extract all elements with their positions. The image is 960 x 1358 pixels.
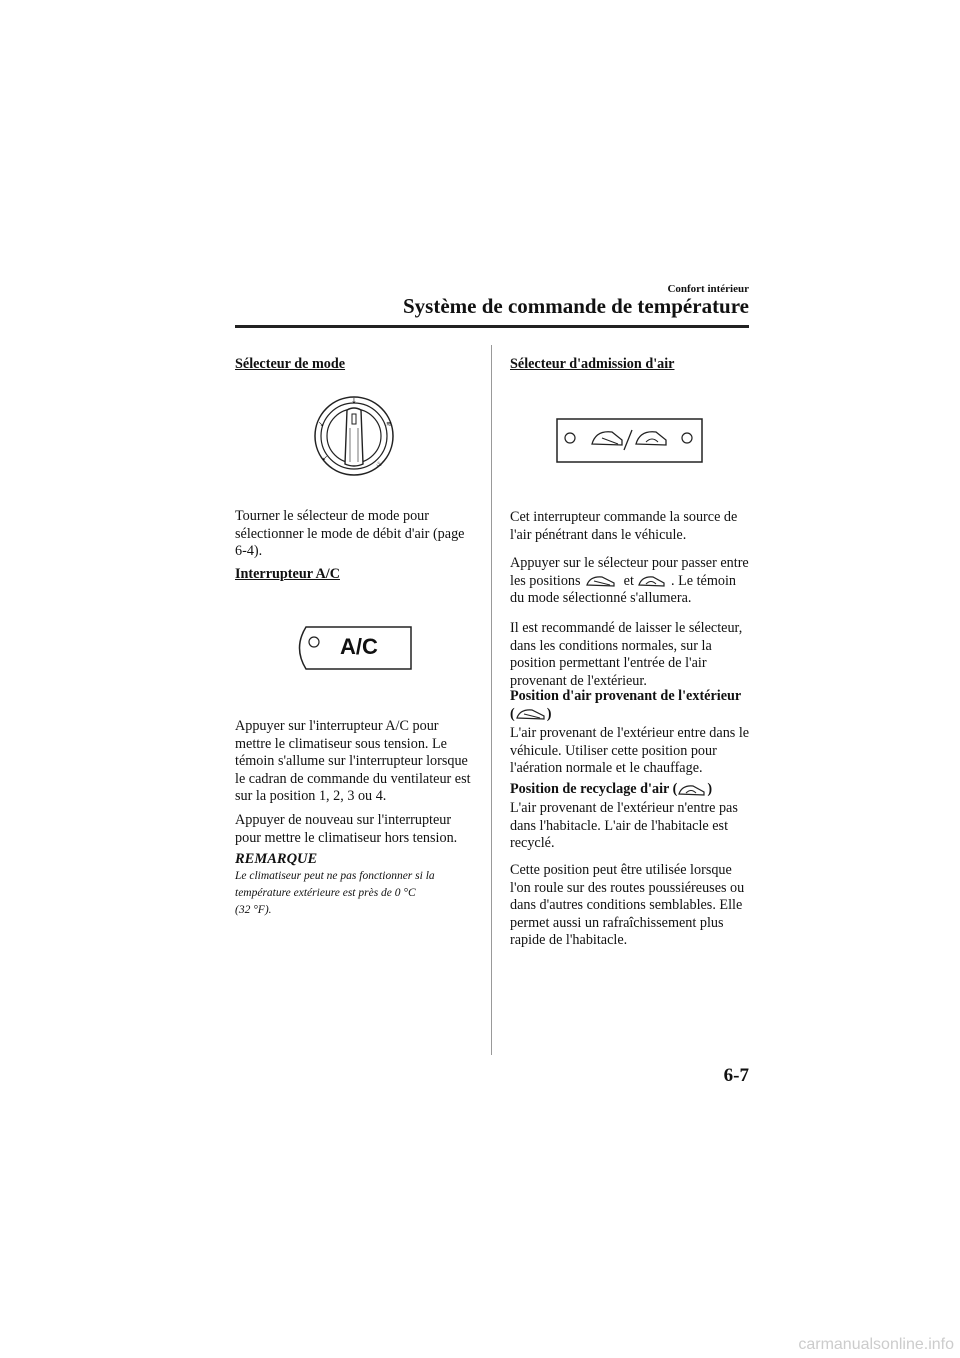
ac-button-label: A/C <box>340 634 378 659</box>
ac-switch-illustration <box>292 626 410 668</box>
svg-text:↓: ↓ <box>351 397 357 405</box>
outside-air-heading: Position d'air provenant de l'extérieur ( ) <box>510 688 742 722</box>
recirculation-description: L'air provenant de l'extérieur n'entre pas dans l'habitacle. L'air de l'habitacle est recyclé. <box>510 800 738 851</box>
ac-switch-heading: Interrupteur A/C <box>235 566 340 582</box>
intake-description: Cet interrupteur commande la source de l'air pénétrant dans le véhicule. <box>510 509 738 543</box>
recommendation-text: Il est recommandé de laisser le sélecteur, dans les conditions normales, sur la position permettant l'entrée de l'air provenant de l'extérieur. <box>510 620 743 689</box>
ac-switch-description: Appuyer sur l'interrupteur A/C pour mettre le climatiseur sous tension. Le témoin s'allume sur l'interrupteur lorsque le cadran de commande du ventilateur est sur la position 1, 2, 3 ou 4. <box>235 718 471 804</box>
ac-off-description: Appuyer de nouveau sur l'interrupteur pour mettre le climatiseur hors tension. <box>235 812 458 846</box>
outside-air-icon <box>515 707 547 721</box>
page-number: 6-7 <box>723 1065 749 1086</box>
air-intake-switch-illustration <box>556 418 704 464</box>
outside-air-description: L'air provenant de l'extérieur entre dans le véhicule. Utiliser cette position pour l'aération normale et le chauffage. <box>510 725 750 776</box>
header-rule <box>235 325 749 328</box>
chapter-label: Confort intérieur <box>667 283 749 295</box>
outside-air-icon <box>584 574 620 588</box>
svg-text:♨: ♨ <box>376 460 383 468</box>
svg-text:≋: ≋ <box>386 420 392 428</box>
intake-switch-instructions: Appuyer sur le sélecteur pour passer entre les positions et . Le témoin du mode sélectionné s'allumera. <box>510 555 749 606</box>
note-text: Le climatiseur peut ne pas fonctionner si la température extérieure est près de 0 °C (32 °F). <box>235 870 435 916</box>
mode-selector-heading: Sélecteur de mode <box>235 356 346 372</box>
column-divider <box>491 345 492 1055</box>
mode-selector-knob-illustration <box>306 394 402 478</box>
recirculation-heading: Position de recyclage d'air ( ) <box>510 781 713 797</box>
svg-text:↘: ↘ <box>318 420 324 428</box>
mode-selector-description: Tourner le sélecteur de mode pour sélectionner le mode de débit d'air (page 6-4). <box>235 508 465 559</box>
section-title: Système de commande de température <box>402 294 749 318</box>
recirculation-icon <box>677 783 707 797</box>
recirculation-usage-text: Cette position peut être utilisée lorsque l'on roule sur des routes poussiéreuses ou dans d'autres conditions semblables. Elle permet aussi un rafraîchissement plus rapide de l'habitacle. <box>510 862 745 948</box>
watermark: carmanualsonline.info <box>798 1336 954 1353</box>
air-intake-selector-heading: Sélecteur d'admission d'air <box>510 356 675 372</box>
note-title: REMARQUE <box>235 851 318 867</box>
svg-text:↙: ↙ <box>322 454 328 462</box>
recirculation-icon <box>637 574 667 588</box>
